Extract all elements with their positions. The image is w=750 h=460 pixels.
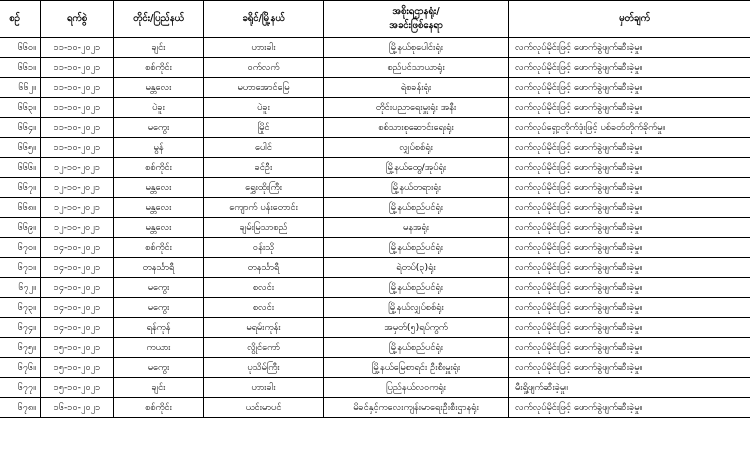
cell-no: ၆၆၄။ <box>0 118 41 138</box>
cell-no: ၆၆၅။ <box>0 138 41 158</box>
cell-office: မြို့နယ်စည်ပင်ရုံး <box>324 278 509 298</box>
cell-office: မြို့နယ်မြေစာရင်း ဦးစီးမှူးရုံး <box>324 358 509 378</box>
cell-no: ၆၆၀။ <box>0 38 41 58</box>
cell-township: ခင်ဦး <box>204 158 324 178</box>
cell-remark: လက်လုပ်ရှော့တိုက်ဒုံးဖြင့် ပစ်ခတ်တိုက်ခိုက်မှု။ <box>509 118 750 138</box>
cell-region: ပဲခူး <box>114 98 204 118</box>
cell-township: ပုသိမ်ကြီး <box>204 358 324 378</box>
cell-no: ၆၇၇။ <box>0 378 41 398</box>
cell-region: မွန် <box>114 138 204 158</box>
cell-remark: လက်လုပ်မိုင်းဖြင့် ဖောက်ခွဲဖျက်ဆီးခဲ့မှု။ <box>509 78 750 98</box>
cell-no: ၆၆၉။ <box>0 218 41 238</box>
cell-date: ၁၂-၁၀-၂၀၂၁ <box>41 158 114 178</box>
cell-region: ကယား <box>114 338 204 358</box>
table-row <box>0 358 750 378</box>
cell-township: မရမ်းကုန်း <box>204 318 324 338</box>
cell-office: မိခင်နှင့်ကလေးကျန်းမာရေးဦးစီးဌာနရုံး <box>324 398 509 418</box>
cell-office: ရဲစခန်းရုံး <box>324 78 509 98</box>
cell-office: ပြည်နယ်လဝကရုံး <box>324 378 509 398</box>
table-row <box>0 298 750 318</box>
cell-township: ပဲခူး <box>204 98 324 118</box>
cell-region: ရန်ကုန် <box>114 318 204 338</box>
cell-office: မနအရုံး <box>324 218 509 238</box>
cell-township: လွိုင်ကော် <box>204 338 324 358</box>
cell-region: တနင်္သာရီ <box>114 258 204 278</box>
cell-region: မန္တလေး <box>114 218 204 238</box>
cell-date: ၁၁-၁၀-၂၀၂၁ <box>41 38 114 58</box>
cell-office: မြို့နယ်စုပေါင်းရုံး <box>324 38 509 58</box>
cell-township: စလင်း <box>204 298 324 318</box>
cell-no: ၆၆၈။ <box>0 198 41 218</box>
cell-remark: လက်လုပ်မိုင်းဖြင့် ဖောက်ခွဲဖျက်ဆီးခဲ့မှု။ <box>509 238 750 258</box>
table-row <box>0 318 750 338</box>
cell-remark: လက်လုပ်မိုင်းဖြင့် ဖောက်ခွဲဖျက်ဆီးခဲ့မှု။ <box>509 198 750 218</box>
cell-township: ကျောက် ပန်းတောင်း <box>204 198 324 218</box>
cell-remark: လက်လုပ်မိုင်းဖြင့် ဖောက်ခွဲဖျက်ဆီးခဲ့မှု။ <box>509 138 750 158</box>
table-row <box>0 258 750 278</box>
cell-township: ဝက်လက် <box>204 58 324 78</box>
cell-date: ၁၂-၁၀-၂၀၂၁ <box>41 178 114 198</box>
table-row <box>0 138 750 158</box>
cell-no: ၆၇၅။ <box>0 338 41 358</box>
cell-region: မကွေး <box>114 358 204 378</box>
cell-remark: လက်လုပ်မိုင်းဖြင့် ဖောက်ခွဲဖျက်ဆီးခဲ့မှု။ <box>509 98 750 118</box>
cell-no: ၆၇၂။ <box>0 278 41 298</box>
cell-township: ယင်းမာပင် <box>204 398 324 418</box>
cell-township: ချမ်းမြသာစည် <box>204 218 324 238</box>
cell-no: ၆၇၁။ <box>0 258 41 278</box>
cell-remark: လက်လုပ်မိုင်းဖြင့် ဖောက်ခွဲဖျက်ဆီးခဲ့မှု။ <box>509 358 750 378</box>
table-row <box>0 158 750 178</box>
cell-township: တနင်္သာရီ <box>204 258 324 278</box>
cell-region: စစ်ကိုင်း <box>114 398 204 418</box>
cell-date: ၁၅-၁၀-၂၀၂၁ <box>41 338 114 358</box>
cell-date: ၁၆-၁၀-၂၀၂၁ <box>41 398 114 418</box>
cell-region: စစ်ကိုင်း <box>114 58 204 78</box>
header-region: တိုင်း/ပြည်နယ် <box>114 1 204 38</box>
cell-no: ၆၆၆။ <box>0 158 41 178</box>
cell-remark: လက်လုပ်မိုင်းဖြင့် ဖောက်ခွဲဖျက်ဆီးခဲ့မှု။ <box>509 398 750 418</box>
cell-date: ၁၄-၁၀-၂၀၂၁ <box>41 298 114 318</box>
cell-no: ၆၆၇။ <box>0 178 41 198</box>
cell-office: စည်ပင်သာယာရုံး <box>324 58 509 78</box>
cell-township: မြိုင် <box>204 118 324 138</box>
cell-region: ချင်း <box>114 38 204 58</box>
table-row <box>0 38 750 58</box>
cell-office: တိုင်းပညာရေးမှူးရုံး အနီး <box>324 98 509 118</box>
cell-date: ၁၁-၁၀-၂၀၂၁ <box>41 118 114 138</box>
table-row <box>0 118 750 138</box>
cell-township: ရွှေးထိုးကြီး <box>204 178 324 198</box>
cell-region: မန္တလေး <box>114 178 204 198</box>
cell-no: ၆၆၁။ <box>0 58 41 78</box>
cell-no: ၆၇၀။ <box>0 238 41 258</box>
table-row <box>0 278 750 298</box>
cell-remark: လက်လုပ်မိုင်းဖြင့် ဖောက်ခွဲဖျက်ဆီးခဲ့မှု။ <box>509 58 750 78</box>
cell-office: မြို့နယ်ထွေ/အုပ်ရုံး <box>324 158 509 178</box>
cell-date: ၁၂-၁၀-၂၀၂၁ <box>41 198 114 218</box>
table-row <box>0 178 750 198</box>
cell-region: မကွေး <box>114 278 204 298</box>
table-row <box>0 198 750 218</box>
table-row <box>0 238 750 258</box>
cell-remark: မီးရှို့ဖျက်ဆီးခဲ့မှု။ <box>509 378 750 398</box>
cell-township: မဟာအောင်မြေ <box>204 78 324 98</box>
cell-office: စစ်သားစုဆောင်းရေးရုံး <box>324 118 509 138</box>
cell-office: မြို့နယ်တရားရုံး <box>324 178 509 198</box>
header-office-line1: အစိုးရဌာနရုံး/ <box>392 6 440 17</box>
cell-remark: လက်လုပ်မိုင်းဖြင့် ဖောက်ခွဲဖျက်ဆီးခဲ့မှု။ <box>509 38 750 58</box>
cell-no: ၆၇၄။ <box>0 318 41 338</box>
cell-no: ၆၇၆။ <box>0 358 41 378</box>
cell-remark: လက်လုပ်မိုင်းဖြင့် ဖောက်ခွဲဖျက်ဆီးခဲ့မှု။ <box>509 298 750 318</box>
cell-date: ၁၄-၁၀-၂၀၂၁ <box>41 318 114 338</box>
cell-region: စစ်ကိုင်း <box>114 158 204 178</box>
header-office <box>324 1 509 38</box>
cell-office: ရဲတပ်(၃)ရုံး <box>324 258 509 278</box>
table-row <box>0 98 750 118</box>
cell-remark: လက်လုပ်မိုင်းဖြင့် ဖောက်ခွဲဖျက်ဆီးခဲ့မှု။ <box>509 278 750 298</box>
cell-date: ၁၅-၁၀-၂၀၂၁ <box>41 378 114 398</box>
cell-date: ၁၁-၁၀-၂၀၂၁ <box>41 98 114 118</box>
cell-remark: လက်လုပ်မိုင်းဖြင့် ဖောက်ခွဲဖျက်ဆီးခဲ့မှု။ <box>509 178 750 198</box>
cell-no: ၆၆၃။ <box>0 98 41 118</box>
cell-no: ၆၇၈။ <box>0 398 41 418</box>
cell-date: ၁၄-၁၀-၂၀၂၁ <box>41 238 114 258</box>
cell-region: မကွေး <box>114 118 204 138</box>
cell-date: ၁၄-၁၀-၂၀၂၁ <box>41 258 114 278</box>
cell-remark: လက်လုပ်မိုင်းဖြင့် ဖောက်ခွဲဖျက်ဆီးခဲ့မှု။ <box>509 338 750 358</box>
cell-township: စလင်း <box>204 278 324 298</box>
cell-township: ဟားခါး <box>204 378 324 398</box>
cell-remark: လက်လုပ်မိုင်းဖြင့် ဖောက်ခွဲဖျက်ဆီးခဲ့မှု။ <box>509 258 750 278</box>
cell-region: စစ်ကိုင်း <box>114 238 204 258</box>
table-row <box>0 378 750 398</box>
cell-office: မြို့နယ်စည်ပင်ရုံး <box>324 238 509 258</box>
cell-office: အမှတ်(၅)ရပ်ကွက် <box>324 318 509 338</box>
cell-region: မန္တလေး <box>114 78 204 98</box>
cell-office: လျှပ်စစ်ရုံး <box>324 138 509 158</box>
table-row <box>0 218 750 238</box>
cell-office: မြို့နယ်စည်ပင်ရုံး <box>324 338 509 358</box>
table-body <box>0 38 750 418</box>
cell-date: ၁၁-၁၀-၂၀၂၁ <box>41 78 114 98</box>
cell-date: ၁၅-၁၀-၂၀၂၁ <box>41 358 114 378</box>
cell-date: ၁၄-၁၀-၂၀၂၁ <box>41 278 114 298</box>
table-row <box>0 78 750 98</box>
cell-office: မြို့နယ်စည်ပင်ရုံး <box>324 198 509 218</box>
cell-township: ဟားခါး <box>204 38 324 58</box>
cell-date: ၁၂-၁၀-၂၀၂၁ <box>41 218 114 238</box>
header-office-line2: အခင်းဖြစ်နေရာ <box>389 20 443 31</box>
cell-township: ပေါင် <box>204 138 324 158</box>
cell-township: ဝန်းသို <box>204 238 324 258</box>
header-no: စဉ် <box>0 1 41 38</box>
header-township: ခရိုင်/မြို့နယ် <box>204 1 324 38</box>
cell-region: ချင်း <box>114 378 204 398</box>
table-row <box>0 338 750 358</box>
cell-date: ၁၁-၁၀-၂၀၂၁ <box>41 138 114 158</box>
cell-region: မကွေး <box>114 298 204 318</box>
cell-remark: လက်လုပ်မိုင်းဖြင့် ဖောက်ခွဲဖျက်ဆီးခဲ့မှု။ <box>509 318 750 338</box>
cell-date: ၁၁-၁၀-၂၀၂၁ <box>41 58 114 78</box>
table-header-row <box>0 1 750 38</box>
table-row <box>0 398 750 418</box>
cell-office: မြို့နယ်လျှပ်စစ်ရုံး <box>324 298 509 318</box>
cell-region: မန္တလေး <box>114 198 204 218</box>
cell-no: ၆၇၃။ <box>0 298 41 318</box>
table-row <box>0 58 750 78</box>
header-date: ရက်စွဲ <box>41 1 114 38</box>
cell-remark: လက်လုပ်မိုင်းဖြင့် ဖောက်ခွဲဖျက်ဆီးခဲ့မှု။ <box>509 218 750 238</box>
cell-no: ၆၆၂။ <box>0 78 41 98</box>
cell-remark: လက်လုပ်မိုင်းဖြင့် ဖောက်ခွဲဖျက်ဆီးခဲ့မှု။ <box>509 158 750 178</box>
header-remark: မှတ်ချက် <box>509 1 750 38</box>
